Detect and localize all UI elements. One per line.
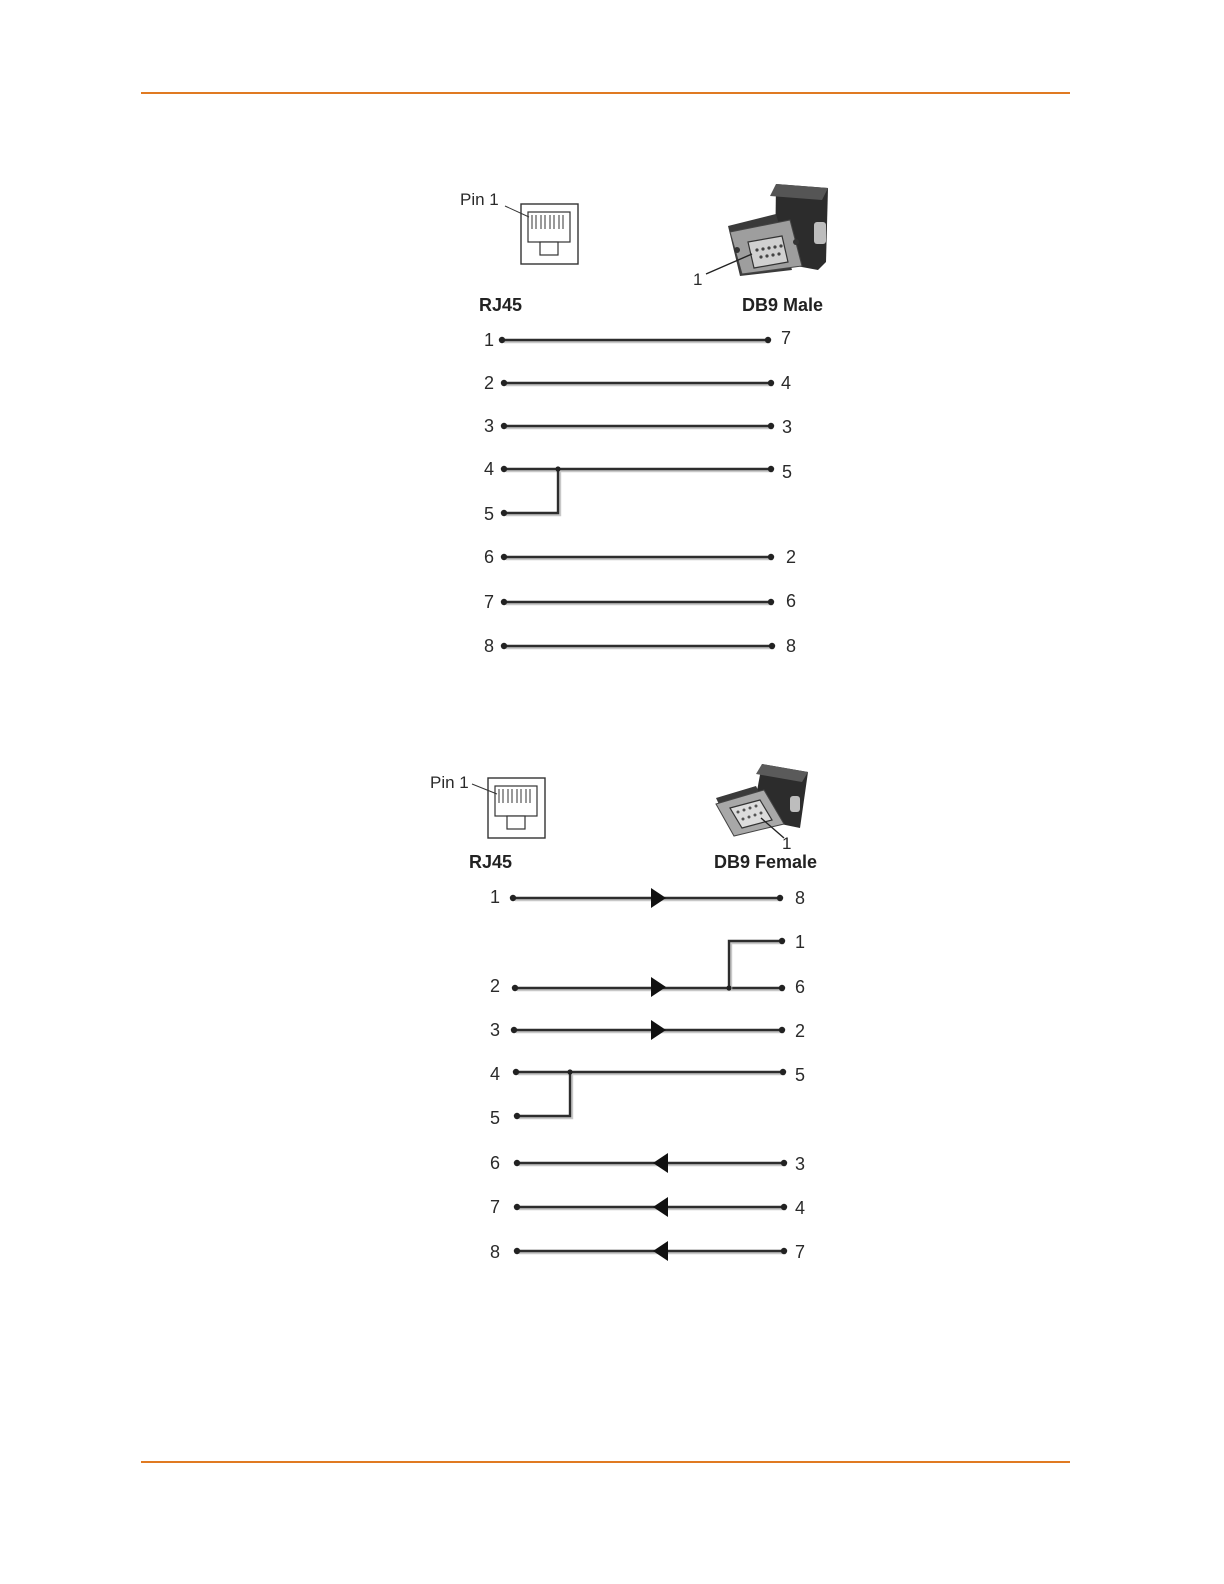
pin1-label: Pin 1: [430, 773, 469, 792]
wire: [514, 1153, 787, 1173]
db9-pin-label: 6: [795, 977, 806, 997]
rj45-pin-label: 7: [484, 592, 495, 612]
wire: [513, 1069, 786, 1075]
wire: [501, 423, 774, 429]
rj45-pin-label: 1: [490, 887, 501, 907]
rj45-title: RJ45: [479, 295, 523, 315]
rj45-jack-icon: [472, 778, 545, 838]
wire: [499, 337, 771, 343]
db9-pin1-label: 1: [693, 270, 703, 289]
db9-pin-label: 7: [795, 1242, 806, 1262]
rj45-pin-label: 8: [484, 636, 495, 656]
db9-pin-label: 6: [786, 591, 797, 611]
diagram-db9-female: [430, 764, 817, 1262]
wire: [501, 554, 774, 560]
db9-male-connector-icon: [706, 184, 828, 276]
db9-pin-label: 5: [782, 462, 793, 482]
db9-pin-label: 5: [795, 1065, 806, 1085]
rj45-pin-label: 5: [490, 1108, 501, 1128]
rj45-pin-label: 8: [490, 1242, 501, 1262]
direction-arrow-left: [653, 1197, 668, 1217]
direction-arrow-right: [651, 1020, 666, 1040]
db9-pin-label: 1: [795, 932, 806, 952]
db9-pin-label: 3: [795, 1154, 806, 1174]
db9-pin-label: 4: [781, 373, 792, 393]
pin1-label: Pin 1: [460, 190, 499, 209]
rj45-pin-label: 6: [490, 1153, 501, 1173]
wire-jumper: [514, 1069, 573, 1119]
db9-male-title: DB9 Male: [742, 295, 824, 315]
wire: [501, 599, 774, 605]
wire: [514, 1197, 787, 1217]
db9-female-connector-icon: [716, 764, 808, 838]
wire: [501, 643, 775, 649]
rj45-pin-label: 7: [490, 1197, 501, 1217]
rj45-pin-label: 2: [484, 373, 495, 393]
db9-pin-label: 8: [795, 888, 806, 908]
wire: [501, 466, 774, 472]
db9-pin-label: 7: [781, 328, 792, 348]
rj45-pin-label: 1: [484, 330, 495, 350]
direction-arrow-right: [651, 977, 666, 997]
wire: [512, 938, 785, 997]
wire: [501, 380, 774, 386]
db9-pin-label: 4: [795, 1198, 806, 1218]
db9-pin-label: 3: [782, 417, 793, 437]
direction-arrow-right: [651, 888, 666, 908]
direction-arrow-left: [653, 1241, 668, 1261]
db9-pin-label: 2: [786, 547, 797, 567]
direction-arrow-left: [653, 1153, 668, 1173]
rj45-pin-label: 3: [490, 1020, 501, 1040]
rj45-pin-label: 4: [484, 459, 495, 479]
wire: [510, 888, 783, 908]
diagram-db9-male: [460, 184, 828, 656]
rj45-title: RJ45: [469, 852, 513, 872]
db9-female-title: DB9 Female: [714, 852, 818, 872]
rj45-pin-label: 5: [484, 504, 495, 524]
rj45-pin-label: 6: [484, 547, 495, 567]
rj45-pin-label: 4: [490, 1064, 501, 1084]
wire: [514, 1241, 787, 1261]
wire-jumper: [501, 466, 561, 516]
rj45-pin-label: 2: [490, 976, 501, 996]
rj45-jack-icon: [505, 204, 578, 264]
rj45-pin-label: 3: [484, 416, 495, 436]
db9-pin-label: 8: [786, 636, 797, 656]
db9-pin1-label: 1: [782, 834, 792, 853]
wire: [511, 1020, 785, 1040]
db9-pin-label: 2: [795, 1021, 806, 1041]
